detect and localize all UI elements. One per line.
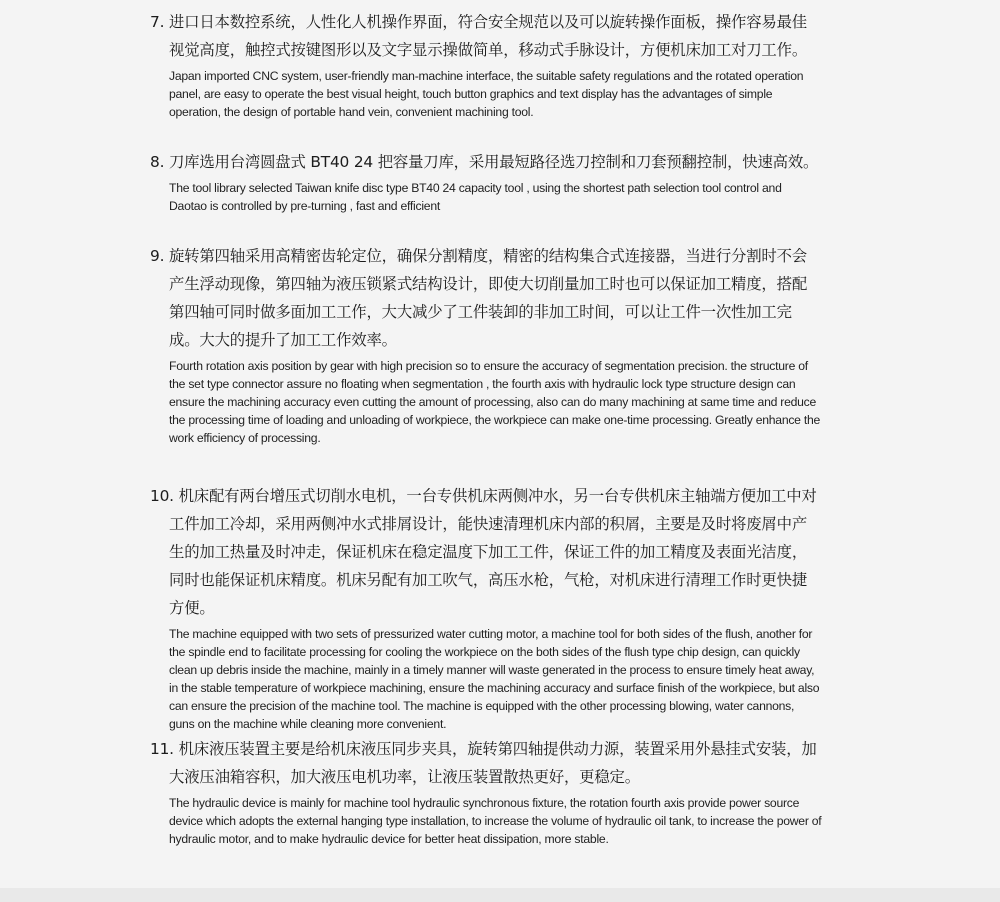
spec-item-10-chinese: 10. 机床配有两台增压式切削水电机，一台专供机床两侧冲水，另一台专供机床主轴端方便加工中对工件加工冷却，采用两侧冲水式排屑设计，能快速清理机床内部的积屑，主要是及时将废屑中产生的加工热量及时冲走，保证机床在稳定温度下加工工件，保证工件的加工精度及表面光洁度，同时也能保证机床精度。机床另配有加工吹气，高压水枪，气枪，对机床进行清理工作时更快捷方便。 [150,487,817,617]
spec-item-11-english: The hydraulic device is mainly for machine tool hydraulic synchronous fixture, the rotation fourth axis provide power source device which adopts the external hanging type installation, to increase the volume of hydraulic oil tank, to increase the power of hydraulic motor, and to make hydraulic device for better heat dissipation, more stable. [169,796,822,846]
spec-item-7 [150,8,822,121]
spec-item-8 [150,148,822,215]
spec-item-10-english: The machine equipped with two sets of pressurized water cutting motor, a machine tool for both sides of the flush, another for the spindle end to facilitate processing for cooling the workpiece on the both sides of the flush type chip design, can quickly clean up debris inside the machine, mainly in a timely manner will waste generated in the process to ensure timely heat away, in the stable temperature of workpiece machining, ensure the machining accuracy and surface finish of the workpiece, but also can ensure the precision of the machine tool. The machine is equipped with the other processing blowing, water cannons, guns on the machine while cleaning more convenient. [169,627,820,731]
spec-item-7-chinese: 7. 进口日本数控系统，人性化人机操作界面，符合安全规范以及可以旋转操作面板，操作容易最佳视觉高度，触控式按键图形以及文字显示操做简单，移动式手脉设计，方便机床加工对刀工作。 [150,13,808,59]
bottom-divider [0,888,1000,902]
spec-item-9 [150,242,822,447]
spec-item-8-english: The tool library selected Taiwan knife disc type BT40 24 capacity tool , using the shortest path selection tool control and Daotao is controlled by pre-turning , fast and efficient [169,181,782,213]
spec-item-9-chinese: 9. 旋转第四轴采用高精密齿轮定位，确保分割精度，精密的结构集合式连接器，当进行分割时不会产生浮动现像，第四轴为液压锁紧式结构设计，即使大切削量加工时也可以保证加工精度，搭配第四轴可同时做多面加工工作，大大减少了工件装卸的非加工时间，可以让工件一次性加工完成。大大的提升了加工工作效率。 [150,247,808,349]
spec-item-8-chinese: 8. 刀库选用台湾圆盘式 BT40 24 把容量刀库，采用最短路径选刀控制和刀套预翻控制，快速高效。 [150,153,819,171]
spec-item-10 [150,482,822,733]
spec-item-7-english: Japan imported CNC system, user-friendly man-machine interface, the suitable safety regulations and the rotated operation panel, are easy to operate the best visual height, touch button graphics and text display has the advantages of simple operation, the design of portable hand vein, convenient machining tool. [169,69,804,119]
spec-item-11-chinese: 11. 机床液压装置主要是给机床液压同步夹具，旋转第四轴提供动力源，装置采用外悬挂式安装，加大液压油箱容积，加大液压电机功率，让液压装置散热更好，更稳定。 [150,740,817,786]
spec-item-9-english: Fourth rotation axis position by gear with high precision so to ensure the accuracy of segmentation precision. the structure of the set type connector assure no floating when segmentation , the fourth axis with hydraulic lock type structure design can ensure the machining accuracy even cutting the amount of processing, also can do many machining at same time and reduce the processing time of loading and unloading of workpiece, the workpiece can make one-time processing. Greatly enhance the work efficiency of processing. [169,359,821,445]
spec-item-11 [150,735,822,848]
